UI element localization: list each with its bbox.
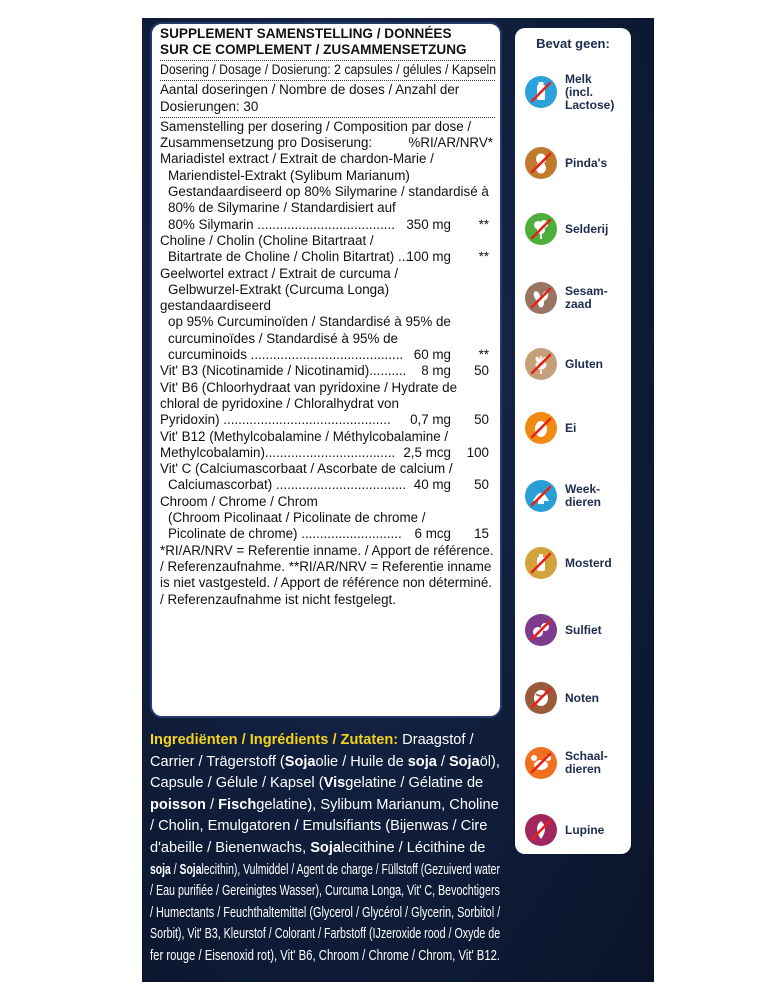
composition-line2 [160, 135, 495, 151]
ingredient-name: Chroom / Chrome / Chrom [160, 493, 318, 509]
allergen-item [525, 406, 629, 450]
allergen-heading: Bevat geen: [536, 36, 610, 51]
ingredient-name: Picolinate de chrome) ........................... [168, 526, 402, 542]
composition-line1: Samenstelling per dosering / Composition par dose / [160, 118, 472, 134]
composition-row [160, 429, 495, 445]
allergen-item [525, 676, 629, 720]
allergen-name: Schaal- dieren [565, 749, 608, 776]
ingredients-segment: / [436, 753, 449, 770]
allergen-name: Pinda's [565, 155, 608, 170]
ingredients-line [150, 860, 500, 882]
ingredient-ri-percent: ** [478, 216, 489, 232]
supplement-title-line1: SUPPLEMENT SAMENSTELLING / DONNÉES [160, 26, 452, 41]
supplement-title-line2: SUR CE COMPLEMENT / ZUSAMMENSETZUNG [160, 42, 467, 57]
footnote-line: / Referenzaufnahme. **RI/AR/NRV = Referentie inname [160, 558, 492, 574]
composition-row [160, 168, 495, 184]
allergen-highlight: Soja [284, 753, 316, 770]
allergen-name: Mosterd [565, 555, 612, 570]
composition-row [160, 331, 495, 347]
ingredients-line [150, 816, 487, 838]
ingredient-name: gestandaardiseerd [160, 298, 271, 314]
ingredient-ri-percent: 100 [466, 444, 489, 460]
composition-row [160, 494, 495, 510]
ingredient-amount: 350 mg [406, 216, 451, 232]
ingredient-ri-percent: 15 [474, 526, 489, 542]
nut-icon [525, 682, 557, 714]
ingredient-name: (Chroom Picolinaat / Picolinate de chrome / [168, 510, 426, 526]
composition-row [160, 233, 495, 249]
mustard-icon [525, 547, 557, 579]
ingredients-line [150, 946, 500, 968]
ingredient-name: Vit' B3 (Nicotinamide / Nicotinamid).......... [160, 363, 407, 379]
footnote-line: / Referenzaufnahme ist nicht festgelegt. [160, 591, 396, 607]
allergen-item [525, 141, 629, 185]
divider [160, 60, 495, 61]
composition-row [160, 282, 495, 298]
composition-row [160, 184, 495, 200]
ingredient-name: op 95% Curcuminoïden / Standardisé à 95% de [168, 314, 451, 330]
allergen-name: Gluten [565, 356, 603, 371]
allergen-item [525, 541, 629, 585]
celery-icon [525, 213, 557, 245]
ingredients-line [150, 881, 500, 903]
allergen-name: Week- dieren [565, 482, 602, 509]
footnote-line: *RI/AR/NRV = Referentie inname. / Apport de référence. [160, 542, 494, 558]
ingredient-name: Mariendistel-Extrakt (Sylibum Marianum) [168, 167, 410, 183]
ingredients-segment: öl), [479, 753, 500, 770]
ingredients-segment: olie / Huile de [315, 753, 408, 770]
allergen-item [525, 70, 629, 114]
ingredients-heading: Ingrediënten / Ingrédients / Zutaten: [150, 732, 399, 748]
ingredient-name: Gelbwurzel-Extrakt (Curcuma Longa) [168, 281, 390, 297]
allergen-item [525, 474, 629, 518]
dosage-text: Dosering / Dosage / Dosierung: 2 capsules / gélules / Kapseln [160, 62, 497, 77]
composition-row [160, 217, 495, 233]
ingredients-segment: / [205, 796, 219, 813]
lupin-icon [525, 814, 557, 846]
composition-row [160, 396, 495, 412]
ingredients-segment: gelatine / Gélatine de [345, 775, 484, 792]
allergen-name: Lupine [565, 822, 605, 837]
ingredients-segment: / [170, 861, 180, 878]
ingredient-ri-percent: ** [478, 249, 489, 265]
sulphite-icon [525, 614, 557, 646]
shell-icon [525, 480, 557, 512]
ingredient-name: Vit' C (Calciumascorbaat / Ascorbate de calcium / [160, 461, 453, 477]
ingredient-amount: 60 mg [413, 347, 451, 363]
peanut-icon [525, 147, 557, 179]
ingredient-name: Methylcobalamin)................................... [160, 444, 396, 460]
allergen-item [525, 342, 629, 386]
ingredient-amount: 100 mg [406, 249, 451, 265]
ingredient-name: Vit' B12 (Methylcobalamine / Méthylcobalamine / [160, 428, 449, 444]
allergen-highlight: soja [407, 753, 437, 770]
composition-row [160, 151, 495, 167]
ingredient-name: 80% Silymarin ..................................... [168, 216, 395, 232]
ingredient-name: 80% de Silymarine / Standardisiert auf [168, 200, 396, 216]
allergen-free-panel [515, 28, 631, 854]
ingredients-segment: gelatine), Sylibum Marianum, Choline [256, 796, 499, 813]
composition-row [160, 363, 495, 379]
ingredient-name: Geelwortel extract / Extrait de curcuma / [160, 265, 399, 281]
ingredients-segment: / Eau purifiée / Gereinigtes Wasser), Curcuma Longa, Vit' C, Bevochtigers [150, 883, 500, 900]
allergen-item [525, 608, 629, 652]
ingredients-segment: Carrier / Trägerstoff ( [150, 753, 285, 770]
ingredients-segment: Sorbit), Vit' B3, Kleurstof / Colorant / Farbstoff (IJzeroxide rood / Oxyde de [150, 926, 501, 943]
allergen-highlight: Soja [448, 753, 480, 770]
allergen-highlight: Soja [179, 861, 202, 878]
composition-row [160, 314, 495, 330]
composition-row [160, 510, 495, 526]
ingredient-name: Vit' B6 (Chloorhydraat van pyridoxine / Hydrate de [160, 379, 458, 395]
ri-header: %RI/AR/NRV* [408, 135, 493, 151]
sesame-icon [525, 282, 557, 314]
ingredients-line [150, 773, 483, 795]
composition-row [160, 412, 495, 428]
ingredient-ri-percent: ** [478, 347, 489, 363]
ingredients-segment: Capsule / Gélule / Kapsel ( [150, 775, 324, 792]
ingredients-text [150, 730, 500, 968]
ingredients-segment: d'abeille / Bienenwachs, [150, 839, 311, 856]
allergen-name: Melk (incl. Lactose) [565, 71, 615, 112]
ingredients-segment: / Humectants / Feuchthaltemittel (Glycerol / Glycérol / Glycerin, Sorbitol / [150, 904, 501, 921]
crab-icon [525, 747, 557, 779]
ingredients-line [150, 795, 499, 817]
composition-row [160, 477, 495, 493]
ingredient-ri-percent: 50 [474, 412, 489, 428]
ingredient-amount: 8 mg [421, 363, 451, 379]
allergen-item [525, 276, 629, 320]
ingredients-segment: Draagstof / [398, 732, 474, 748]
composition-row [160, 347, 495, 363]
allergen-highlight: Vis [323, 775, 346, 792]
ingredient-name: chloral de pyridoxine / Chloralhydrat von [160, 395, 399, 411]
allergen-item [525, 808, 629, 852]
composition-row [160, 526, 495, 542]
ingredient-name: curcuminoïdes / Standardisé à 95% de [168, 330, 399, 346]
ingredient-name: Gestandaardiseerd op 80% Silymarine / standardisé à [168, 184, 489, 200]
ingredients-line [150, 838, 485, 860]
allergen-highlight: soja [150, 861, 171, 878]
footnote-line: is niet vastgesteld. / Apport de référence non déterminé. [160, 575, 492, 591]
allergen-item [525, 207, 629, 251]
ingredient-amount: 40 mg [413, 477, 451, 493]
composition-row [160, 461, 495, 477]
doses-line2: Dosierungen: 30 [160, 98, 259, 114]
composition-row [160, 249, 495, 265]
composition-row [160, 200, 495, 216]
ingredients-segment: lecithine / Lécithine de [341, 839, 486, 856]
divider [160, 117, 495, 118]
allergen-name: Selderij [565, 221, 609, 236]
ingredient-amount: 6 mcg [414, 526, 451, 542]
ingredients-line [150, 752, 500, 774]
divider [160, 80, 495, 81]
ingredients-line [150, 924, 500, 946]
footnote [160, 543, 495, 608]
composition-row [160, 266, 495, 282]
milk-icon [525, 76, 557, 108]
composition-rows [160, 151, 495, 542]
ingredient-name: Pyridoxin) ............................................. [160, 412, 391, 428]
ingredient-name: Choline / Cholin (Choline Bitartraat / [160, 232, 374, 248]
allergen-item [525, 741, 629, 785]
ingredient-ri-percent: 50 [474, 477, 489, 493]
allergen-name: Noten [565, 690, 599, 705]
ingredient-name: curcuminoids ......................................... [168, 347, 404, 363]
allergen-highlight: poisson [150, 796, 206, 813]
egg-icon [525, 412, 557, 444]
ingredients-segment: / Cholin, Emulgatoren / Emulsifiants (Bijenwas / Cire [150, 818, 488, 835]
allergen-highlight: Fisch [218, 796, 257, 813]
composition-row [160, 380, 495, 396]
supplement-facts-box [150, 22, 502, 718]
ingredient-name: Bitartrate de Choline / Cholin Bitartrat) ... [168, 249, 410, 265]
ingredient-amount: 0,7 mg [410, 412, 451, 428]
doses-line1: Aantal doseringen / Nombre de doses / Anzahl der [160, 82, 460, 98]
ingredients-segment: lecithin), Vulmiddel / Agent de charge / Füllstoff (Gezuiverd water [201, 861, 500, 878]
allergen-name: Sulfiet [565, 622, 602, 637]
wheat-icon [525, 348, 557, 380]
composition-label: Zusammensetzung pro Dosiserung: [160, 135, 373, 151]
allergen-highlight: Soja [310, 839, 342, 856]
allergen-name: Ei [565, 420, 577, 435]
allergen-name: Sesam- zaad [565, 284, 608, 311]
ingredients-segment: fer rouge / Eisenoxid rot), Vit' B6, Chroom / Chrome / Chrom, Vit' B12. [150, 947, 501, 964]
ingredient-name: Mariadistel extract / Extrait de chardon-Marie / [160, 151, 434, 167]
composition-row [160, 298, 495, 314]
ingredient-name: Calciumascorbat) ................................... [168, 477, 407, 493]
composition-row [160, 445, 495, 461]
ingredients-line [150, 903, 500, 925]
ingredients-line [150, 730, 474, 752]
ingredient-ri-percent: 50 [474, 363, 489, 379]
ingredient-amount: 2,5 mcg [403, 444, 451, 460]
